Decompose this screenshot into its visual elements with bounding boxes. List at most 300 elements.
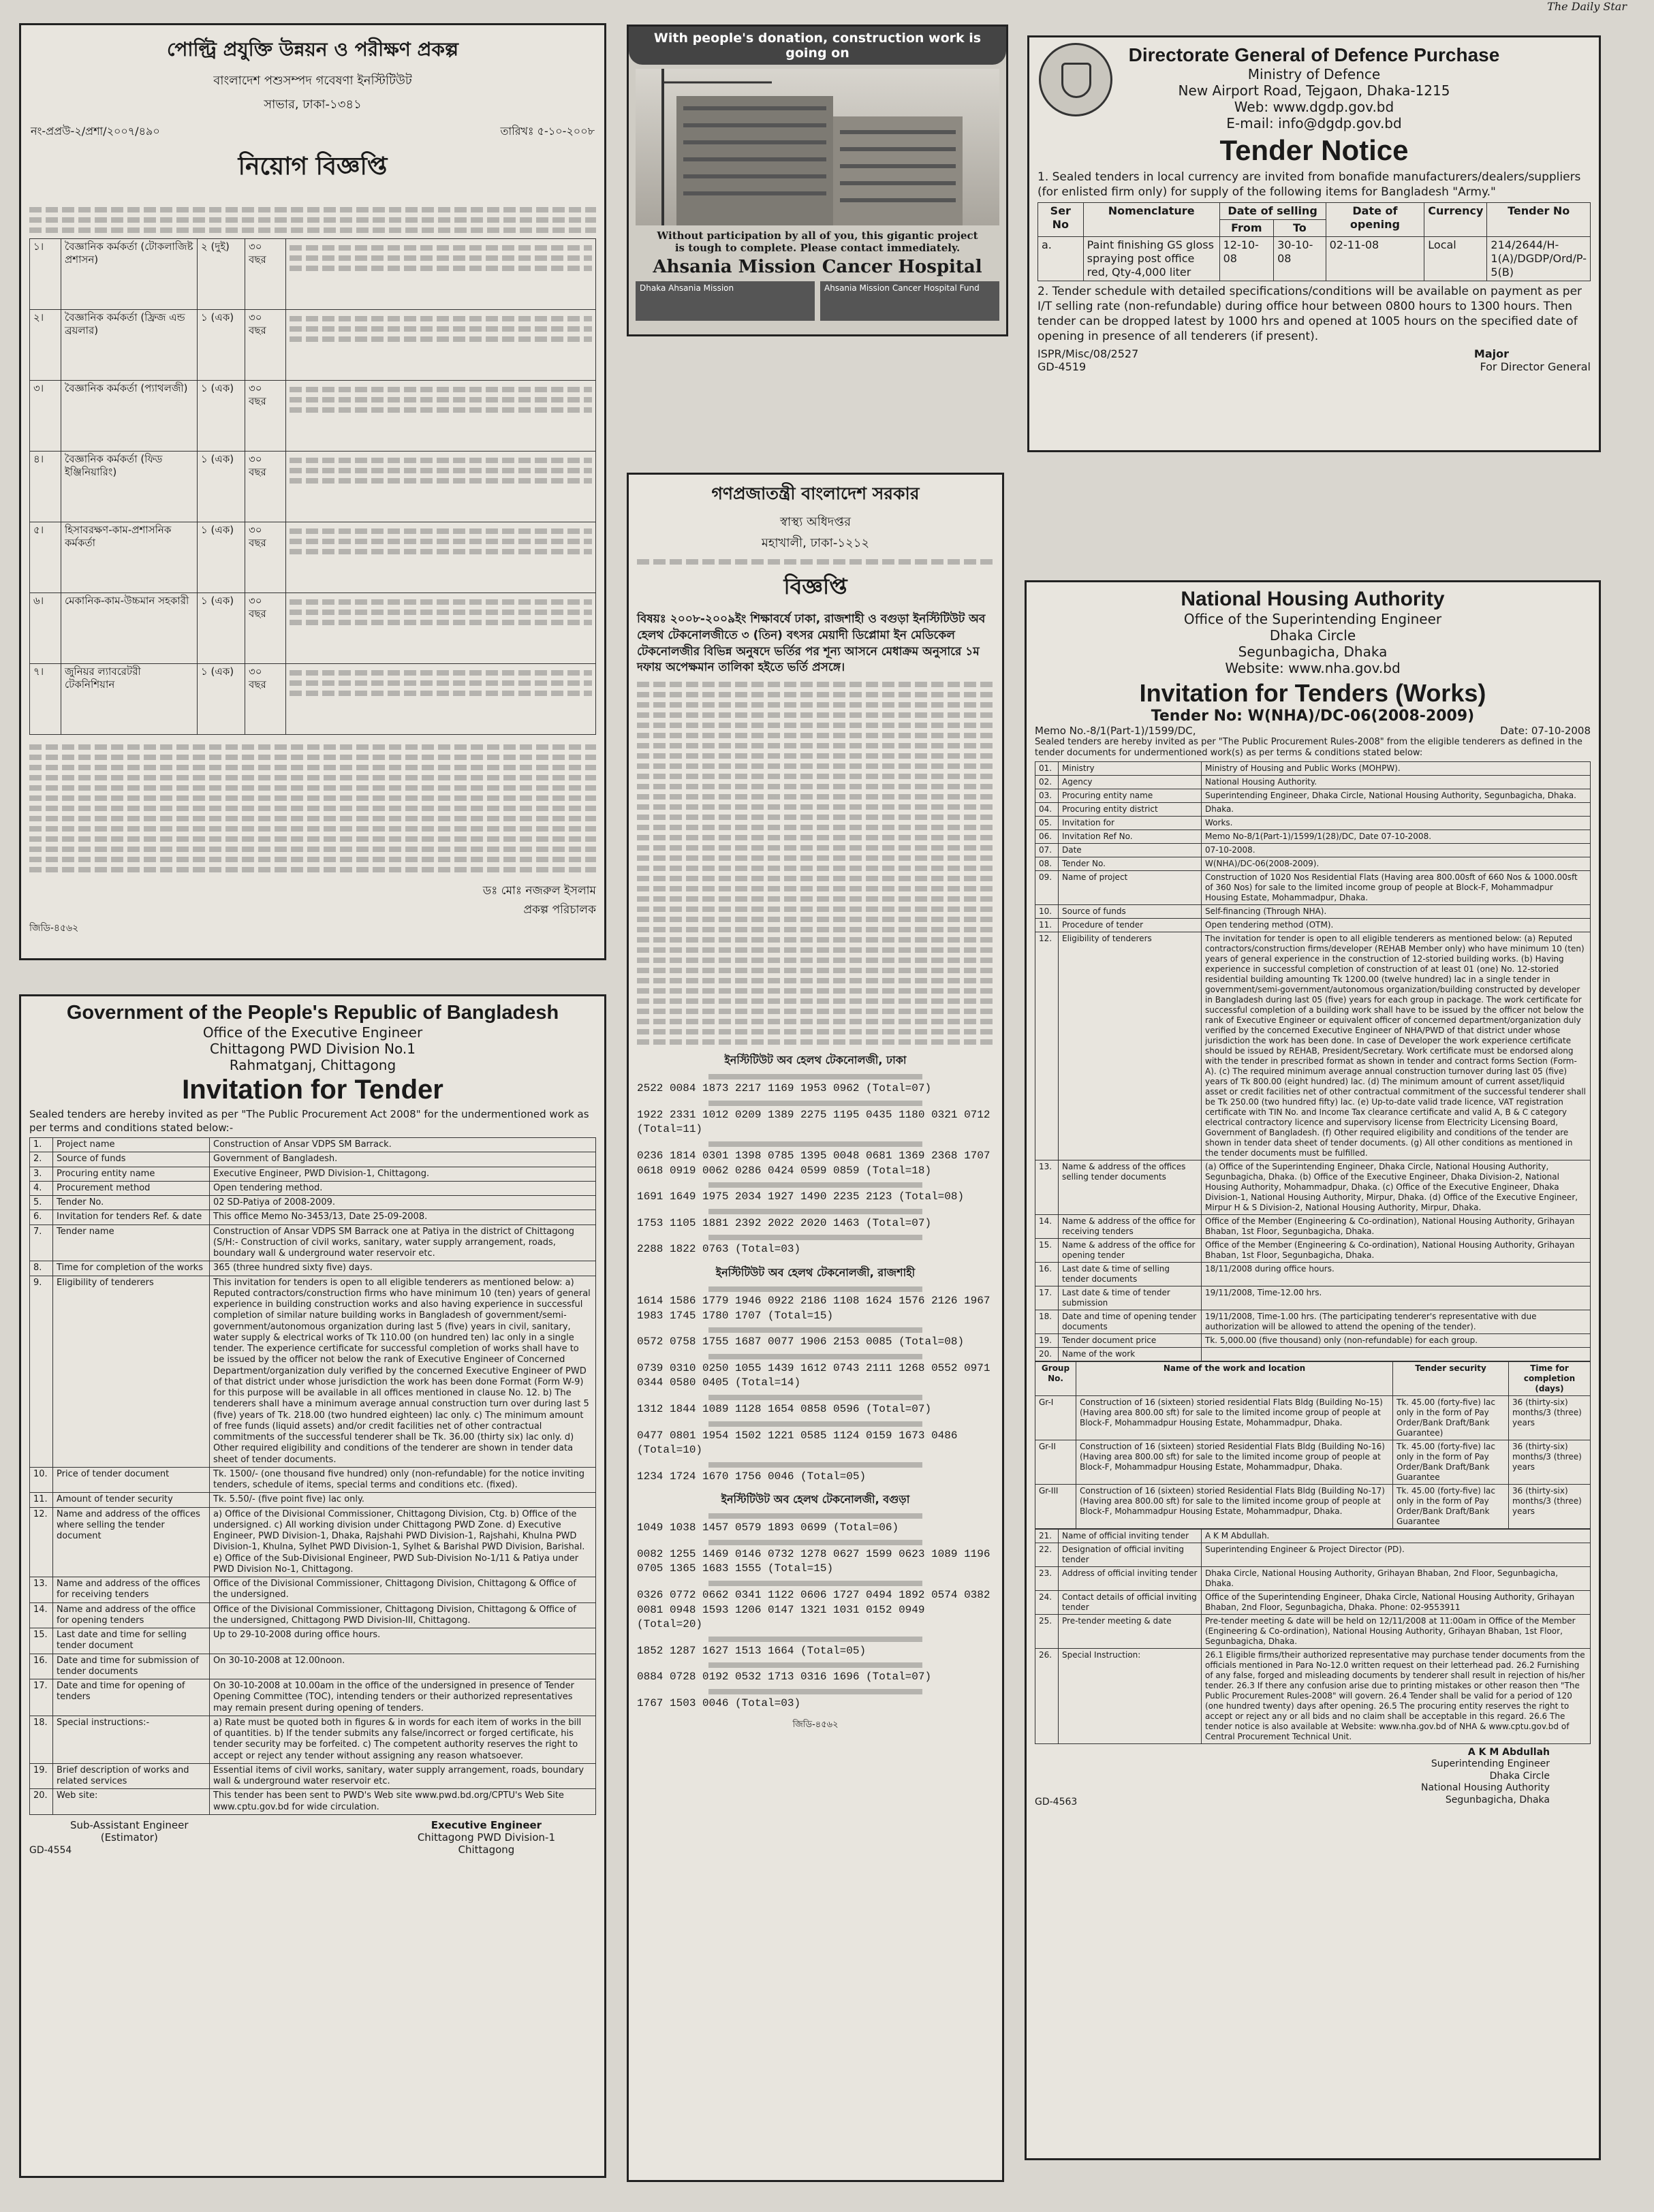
cell-value: Construction of Ansar VDPS SM Barrack one at Patiya in the district of Chittagong (S/H:- Construction of civil works, sanitary, water supply arrangement, roads, boundary wall & underground water reservoir etc. [210, 1224, 596, 1261]
table-row [1035, 1543, 1591, 1566]
cell-label: Date and time of opening tender documents [1059, 1310, 1202, 1333]
table-row [30, 1679, 596, 1716]
cell-serial: 7. [30, 1224, 53, 1261]
table-row [1035, 775, 1591, 789]
cell-value: 19/11/2008, Time-1.00 hrs. (The participating tenderer's representative with due authorization will be allowed to attend the opening of the tender). [1202, 1310, 1591, 1333]
ad-heading: বিজ্ঞপ্তি [783, 573, 847, 599]
list-item [637, 1074, 994, 1096]
list-item [637, 1689, 994, 1711]
table-row [1035, 789, 1591, 802]
hospital-building-image [636, 69, 999, 225]
ad-dgdp-tender [1027, 35, 1601, 452]
cell-to: 30-10-08 [1274, 237, 1326, 281]
list-item [637, 1182, 994, 1205]
group-col-header: Time for completion (days) [1509, 1361, 1591, 1395]
cell-count: ১ (এক) [198, 664, 245, 735]
ad-code: জিডি-৪৫৬২ [29, 923, 79, 934]
cell-label: Invitation Ref No. [1059, 830, 1202, 843]
cell-label: Name & address of the office for opening tender [1059, 1238, 1202, 1262]
cell-qualification [286, 593, 596, 664]
table-row [30, 381, 596, 452]
col-to: To [1274, 220, 1326, 237]
cell-label: Procuring entity name [53, 1167, 210, 1181]
nha-intro: Sealed tenders are hereby invited as per "The Public Procurement Rules-2008" from the eligible tenderers as defined in the tender documents for undermentioned work(s) as per terms & conditions stated below: [1035, 737, 1582, 759]
notice-subject: বিষয়ঃ ২০০৮-২০০৯ইং শিক্ষাবর্ষে ঢাকা, রাজশাহী ও বগুড়া ইনস্টিটিউট অব হেলথ টেকনোলজীতে ৩ (তিন) বৎসর মেয়াদী ডিপ্লোমা ইন মেডিকেল টেকনোলজীর বিভিন্ন অনুষদে ভর্তির পর শূন্য আসনে মেধাক্রম অনুসারে ১ম দফায় অপেক্ষমান তালিকা হইতে ভর্তি প্রসঙ্গে। [637, 612, 986, 675]
table-row [30, 1789, 596, 1815]
cell-serial: 12. [1035, 932, 1059, 1160]
cell-value: On 30-10-2008 at 10.00am in the office of the undersigned in presence of Tender Opening Committee (TOC), intending tenders or their authorized representatives may remain present during opening of tenders. [210, 1679, 596, 1716]
cell-value: Construction of 1020 Nos Residential Flats (Having area 800.00sft of 660 Nos & 1000.00sft of 360 Nos) for sale to the limited income group of people at Block-F, Mohammadpur Housing Estate, Mohammadpur, Dhaka. [1202, 870, 1591, 904]
cell-count: ১ (এক) [198, 593, 245, 664]
cell-serial: 9. [30, 1276, 53, 1467]
cell-serial: 25. [1035, 1614, 1059, 1648]
cell-value: Office of the Member (Engineering & Co-ordination), National Housing Authority, Grihayan Bhaban, 1st Floor, Segunbagicha, Dhaka. [1202, 1238, 1591, 1262]
cell-serial: 16. [1035, 1262, 1059, 1286]
cell-age: ৩০ বছর [245, 239, 286, 310]
table-row [30, 1493, 596, 1507]
cell-serial: ৫। [30, 522, 61, 593]
cell-label: Name and address of the offices for receiving tenders [53, 1577, 210, 1603]
cell-value: Tk. 5.50/- (five point five) lac only. [210, 1493, 596, 1507]
cell-serial: 09. [1035, 870, 1059, 904]
cell-label: Price of tender document [53, 1467, 210, 1493]
ad-title: Government of the People's Republic of Bangladesh [66, 1002, 559, 1024]
cell-label: Name of official inviting tender [1059, 1529, 1202, 1543]
cell-work: Construction of 16 (sixteen) storied residential Flats Bldg (Building No-15) (Having area 800.00 sft) for sale to the limited income group of people at Block-F, Mohammadpur Housing Estate, Mohammadpur, Dhaka. [1076, 1395, 1393, 1440]
section-rajshahi: ইনস্টিটিউট অব হেলথ টেকনোলজী, রাজশাহী [715, 1265, 916, 1279]
sig-left-title: Sub-Assistant Engineer [70, 1818, 189, 1831]
table-row [1035, 1648, 1591, 1743]
table-row [30, 310, 596, 381]
cell-label: Special instructions:- [53, 1716, 210, 1763]
cell-value: This office Memo No-3453/13, Date 25-09-2008. [210, 1210, 596, 1224]
cell-ser: a. [1038, 237, 1084, 281]
cell-value: 26.1 Eligible firms/their authorized representative may purchase tender documents from the officials mentioned in Para No-12.0 written request on their letterhead pad. 26.2 Furnishing of any false, forged and misleading documents by tenderer shall result in rejection of his/her tender. 26.3 If there any confusion arise due to printing mistakes or other reason then "The Public Procurement Rules-2008" will govern. 26.4 Tender shall be valid for a period of 120 (one hundred twenty) days after opening. 26.5 The procuring entity reserves the right to accept or reject any or all bids and no claim shall be acceptable in this regard. 26.6 The tender notice is also available at Website: www.nha.gov.bd of NHA & www.cptu.gov.bd of Central Procurement Technical Unit. [1202, 1648, 1591, 1743]
cell-post: জুনিয়র ল্যাবরেটরী টেকনিশিয়ান [61, 664, 198, 735]
cell-value: Construction of Ansar VDPS SM Barrack. [210, 1138, 596, 1152]
cell-serial: 06. [1035, 830, 1059, 843]
list-item [637, 1421, 994, 1458]
cancer-banner: With people's donation, construction work is going on [629, 27, 1006, 65]
memo-number: Memo No.-8/1(Part-1)/1599/DC, [1035, 725, 1196, 737]
cell-value: 02 SD-Patiya of 2008-2009. [210, 1196, 596, 1210]
cell-value: Self-financing (Through NHA). [1202, 904, 1591, 918]
list-faculty-line [708, 1540, 922, 1545]
cell-count: ১ (এক) [198, 522, 245, 593]
cell-serial: 13. [30, 1577, 53, 1603]
ad-place: মহাখালী, ঢাকা-১২১২ [761, 536, 870, 550]
cell-serial: ১। [30, 239, 61, 310]
table-row [1035, 1333, 1591, 1347]
table-row [30, 239, 596, 310]
cell-value: Office of the Divisional Commissioner, Chittagong Division, Chittagong & Office of the undersigned. [210, 1577, 596, 1603]
dgdp-web: Web: www.dgdp.gov.bd [1234, 99, 1394, 115]
cell-value: Superintending Engineer & Project Director (PD). [1202, 1543, 1591, 1566]
roll-numbers: 2522 0084 1873 2217 1169 1953 0962 (Total=07) [637, 1082, 932, 1095]
col-nomenclature: Nomenclature [1083, 203, 1219, 237]
ad-title: গণপ্রজাতন্ত্রী বাংলাদেশ সরকার [711, 484, 920, 503]
cell-age: ৩০ বছর [245, 593, 286, 664]
cell-serial: 23. [1035, 1566, 1059, 1590]
cell-label: Pre-tender meeting & date [1059, 1614, 1202, 1648]
cell-serial: 26. [1035, 1648, 1059, 1743]
ad-nha-tender [1025, 580, 1601, 2160]
cell-serial: 18. [1035, 1310, 1059, 1333]
cell-serial: 3. [30, 1167, 53, 1181]
cell-value: Ministry of Housing and Public Works (MOHPW). [1202, 761, 1591, 775]
cell-post: বৈজ্ঞানিক কর্মকর্তা (টোকলাজিষ্ট প্রশাসন) [61, 239, 198, 310]
dgdp-ministry: Ministry of Defence [1247, 66, 1381, 82]
cell-serial: 02. [1035, 775, 1059, 789]
cell-label: Agency [1059, 775, 1202, 789]
cell-serial: 15. [30, 1628, 53, 1654]
list-faculty-line [708, 1235, 922, 1240]
cell-completion: 36 (thirty-six) months/3 (three) years [1509, 1395, 1591, 1440]
list-item [637, 1209, 994, 1231]
ref-number: নং-প্রপ্রউ-২/প্রশা/২০০৭/৪৯০ [31, 125, 160, 138]
cell-serial: 24. [1035, 1590, 1059, 1614]
nha-location: Segunbagicha, Dhaka [1238, 644, 1388, 660]
section-bogura: ইনস্টিটিউট অব হেলথ টেকনোলজী, বগুড়া [721, 1493, 910, 1506]
table-row [1035, 1566, 1591, 1590]
cell-serial: 8. [30, 1261, 53, 1276]
table-row [1035, 802, 1591, 816]
cell-work: Construction of 16 (sixteen) storied Residential Flats Bldg (Building No-16) (Having area 800.00 sft) for sale to the limited income group of people at Block-F, Mohammadpur Housing Estate, Mohammadpur, Dhaka. [1076, 1440, 1393, 1484]
cell-label: Date and time for opening of tenders [53, 1679, 210, 1716]
cell-label: Contact details of official inviting tender [1059, 1590, 1202, 1614]
cell-qualification [286, 522, 596, 593]
roll-numbers: 0236 1814 0301 1398 0785 1395 0048 0681 1369 2368 1707 0618 0919 0062 0286 0424 0599 0859 (Total=18) [637, 1149, 990, 1177]
sig-right-title: Executive Engineer [431, 1818, 542, 1831]
cell-label: Last date & time of selling tender documents [1059, 1262, 1202, 1286]
cell-item: Paint finishing GS gloss spraying post office red, Qty-4,000 liter [1083, 237, 1219, 281]
group-col-header: Name of the work and location [1076, 1361, 1393, 1395]
table-row [30, 1167, 596, 1181]
cell-serial: 07. [1035, 843, 1059, 857]
nha-office: Office of the Superintending Engineer [1183, 611, 1442, 627]
cell-serial: 16. [30, 1654, 53, 1679]
dgdp-para-2: 2. Tender schedule with detailed specifications/conditions will be available on payment as per I/T selling rate (non-refundable) during office hour between 0800 hours to 1300 hours. Then tender can be dropped latest by 1000 hrs and opened at 1005 hours on the specified date of opening in presence of all tenderers (if present). [1037, 285, 1582, 344]
cell-serial: 1. [30, 1138, 53, 1152]
col-ser: Ser No [1038, 203, 1084, 237]
list-faculty-line [708, 1662, 922, 1668]
table-row [1035, 1286, 1591, 1310]
list-item [637, 1581, 994, 1632]
ad-org: বাংলাদেশ পশুসম্পদ গবেষণা ইনস্টিটিউট [213, 74, 412, 88]
cell-value: 07-10-2008. [1202, 843, 1591, 857]
table-row [1035, 1310, 1591, 1333]
cell-label: Web site: [53, 1789, 210, 1815]
cell-value: W(NHA)/DC-06(2008-2009). [1202, 857, 1591, 870]
cell-serial: 17. [30, 1679, 53, 1716]
cell-serial: 11. [1035, 918, 1059, 932]
cell-age: ৩০ বছর [245, 664, 286, 735]
cell-age: ৩০ বছর [245, 452, 286, 522]
cell-label: Special Instruction: [1059, 1648, 1202, 1743]
cell-value: (a) Office of the Superintending Engineer, Dhaka Circle, National Housing Authority, Segunbagicha, Dhaka. (b) Office of the Executive Engineer, Dhaka Division-2, National Housing Authority, Mohammadpur, Dhaka. (c) Office of the Executive Engineer, Dhaka Division-1, National Housing Authority, Mirpur, Dhaka. (d) Office of the Executive Engineer, Mirpur H & S Division-2, National Housing Authority, Mirpur, Dhaka. [1202, 1160, 1591, 1214]
cell-label: Eligibility of tenderers [1059, 932, 1202, 1160]
list-faculty-line [708, 1581, 922, 1586]
vacancy-table [29, 238, 596, 735]
cell-value: Government of Bangladesh. [210, 1152, 596, 1167]
cell-opening: 02-11-08 [1326, 237, 1424, 281]
list-faculty-line [708, 1513, 922, 1519]
cell-value: This invitation for tenders is open to all eligible tenderers as mentioned below: a) Reputed contractors/construction firms who have minimum 10 (ten) years of general experience in building construction works and also having experience in successful completion of similar nature building works in Bangladesh of government/semi-government/autonomous organization during last 5 (five) years in civil, sanitary, water supply & electrical works of Tk 110.00 (on hundred ten) lac only in a single tender. The experience certificate for successful completion of works shall have to be issued by the officer not below the rank of Executive Engineer of Concerned Department/organization duly verified by the concerned Executive Engineer of PWD of that district under whose jurisdiction the work has been done Format (Form W-9) for this purpose will be available in all offices mentioned in clause No. 12. b) The tenderers shall have a minimum average annual construction turn over during last 5 (five) years of Tk. 218.00 (two hundred eighteen) lac only. c) The minimum amount of free funds (liquid assets) and/or credit facilities net of other contractual commitments of the successful tenderer shall be Tk. 36.00 (thirty six) lac only. d) Other required eligibility and conditions of the tenderer are shown in tender data sheet of tender documents. [210, 1276, 596, 1467]
table-row [1035, 1262, 1591, 1286]
cell-serial: 21. [1035, 1529, 1059, 1543]
ad-code: GD-4563 [1035, 1797, 1078, 1807]
cell-age: ৩০ বছর [245, 381, 286, 452]
cell-serial: 5. [30, 1196, 53, 1210]
table-row [30, 452, 596, 522]
cell-group: Gr-I [1035, 1395, 1076, 1440]
col-tender-no: Tender No [1487, 203, 1591, 237]
cell-value [1202, 1347, 1591, 1361]
sig-title: Superintending Engineer [1431, 1758, 1550, 1769]
cell-label: Invitation for tenders Ref. & date [53, 1210, 210, 1224]
table-row [30, 1654, 596, 1679]
nha-table [1035, 761, 1591, 1361]
list-faculty-line [708, 1395, 922, 1400]
list-item [637, 1637, 994, 1659]
sig-right-place: Chittagong [458, 1843, 515, 1856]
cell-label: Tender name [53, 1224, 210, 1261]
list-faculty-line [708, 1354, 922, 1359]
cell-value: Dhaka. [1202, 802, 1591, 816]
table-row [30, 1716, 596, 1763]
sig-right-division: Chittagong PWD Division-1 [417, 1831, 555, 1844]
table-row [1035, 830, 1591, 843]
cell-value: Office of the Divisional Commissioner, Chittagong Division, Chittagong & Office of the undersigned, Chittagong PWD Division-III, Chittagong. [210, 1602, 596, 1628]
cell-serial: 15. [1035, 1238, 1059, 1262]
cell-serial: 6. [30, 1210, 53, 1224]
nha-table-2 [1035, 1529, 1591, 1744]
sig-name: A K M Abdullah [1467, 1746, 1550, 1758]
ad-code: GD-4554 [29, 1844, 72, 1856]
list-faculty-line [708, 1462, 922, 1468]
cell-value: National Housing Authority. [1202, 775, 1591, 789]
signatory-name: ডঃ মোঃ নজরুল ইসলাম [482, 884, 596, 898]
ad-poultry-recruitment [19, 23, 606, 960]
cell-label: Name and address of the offices where selling the tender document [53, 1507, 210, 1577]
cell-count: ১ (এক) [198, 381, 245, 452]
cell-label: Brief description of works and related services [53, 1763, 210, 1789]
list-item [637, 1540, 994, 1577]
list-item [637, 1513, 994, 1536]
ad-code: জিডি-৪৫৬২ [792, 1719, 839, 1730]
table-row [30, 1210, 596, 1224]
cell-qualification [286, 310, 596, 381]
cell-value: Office of the Superintending Engineer, Dhaka Circle, National Housing Authority, Grihayan Bhaban, 2nd Floor, Segunbagicha, Dhaka. Phone: 02-9553911 [1202, 1590, 1591, 1614]
cell-label: Designation of official inviting tender [1059, 1543, 1202, 1566]
dgdp-emblem-icon [1039, 43, 1112, 116]
list-faculty-line [708, 1637, 922, 1642]
cell-value: Essential items of civil works, sanitary, water supply arrangement, roads, boundary wall & underground water reservoir etc. [210, 1763, 596, 1789]
list-item [637, 1141, 994, 1178]
cell-value: Tk. 5,000.00 (five thousand) only (non-refundable) for each group. [1202, 1333, 1591, 1347]
ad-pwd-tender [19, 994, 606, 2178]
cell-serial: 01. [1035, 761, 1059, 775]
roll-numbers: 0739 0310 0250 1055 1439 1612 0743 2111 1268 0552 0971 0344 0580 0405 (Total=14) [637, 1361, 990, 1389]
table-row [1035, 1590, 1591, 1614]
roll-numbers: 0572 0758 1755 1687 0077 1906 2153 0085 (Total=08) [637, 1336, 965, 1348]
cell-tender-no: 214/2644/H-1(A)/DGDP/Ord/P-5(B) [1487, 237, 1591, 281]
ad-code: GD-4519 [1037, 360, 1087, 373]
cell-label: Amount of tender security [53, 1493, 210, 1507]
ad-heading: Invitation for Tenders (Works) [1139, 679, 1486, 707]
cell-count: ১ (এক) [198, 452, 245, 522]
table-row [30, 1763, 596, 1789]
table-row [1035, 932, 1591, 1160]
table-row [1035, 1440, 1591, 1484]
list-faculty-line [708, 1327, 922, 1333]
list-item [637, 1235, 994, 1257]
cell-label: Date [1059, 843, 1202, 857]
ad-heading: Tender Notice [1219, 134, 1409, 166]
table-row [1035, 1347, 1591, 1361]
ad-title: Directorate General of Defence Purchase [1128, 44, 1500, 65]
list-item [637, 1286, 994, 1323]
roll-numbers: 1852 1287 1627 1513 1664 (Total=05) [637, 1644, 867, 1657]
nha-groups-table [1035, 1361, 1591, 1529]
table-row [30, 1261, 596, 1276]
cell-serial: 18. [30, 1716, 53, 1763]
cancer-caption: Without participation by all of you, this gigantic project is tough to complete. Please contact immediately. [657, 230, 978, 254]
cell-label: Ministry [1059, 761, 1202, 775]
list-faculty-line [708, 1141, 922, 1147]
list-faculty-line [708, 1286, 922, 1292]
cell-label: Tender document price [1059, 1333, 1202, 1347]
table-row [1035, 1529, 1591, 1543]
cell-post: মেকানিক-কাম-উচ্চমান সহকারী [61, 593, 198, 664]
pwd-office: Office of the Executive Engineer [202, 1024, 423, 1041]
nha-web: Website: www.nha.gov.bd [1225, 660, 1401, 676]
roll-numbers: 1691 1649 1975 2034 1927 1490 2235 2123 (Total=08) [637, 1190, 965, 1203]
cell-value: This tender has been sent to PWD's Web site www.pwd.bd.org/CPTU's Web Site www.cptu.gov.bd for wide circulation. [210, 1789, 596, 1815]
cell-label: Source of funds [1059, 904, 1202, 918]
roll-numbers: 0326 0772 0662 0341 1122 0606 1727 0494 1892 0574 0382 0081 0948 1593 1206 0147 1321 1031 0152 0949 (Total=20) [637, 1589, 990, 1631]
ad-place: সাভার, ঢাকা-১৩৪১ [264, 97, 362, 112]
cell-serial: 22. [1035, 1543, 1059, 1566]
cell-value: On 30-10-2008 at 12.00noon. [210, 1654, 596, 1679]
table-row [30, 1181, 596, 1195]
cell-count: ১ (এক) [198, 310, 245, 381]
list-item [637, 1395, 994, 1417]
cell-value: Memo No-8/1(Part-1)/1599/1(28)/DC, Date 07-10-2008. [1202, 830, 1591, 843]
ispr-ref: ISPR/Misc/08/2527 [1037, 347, 1139, 360]
cell-serial: ৭। [30, 664, 61, 735]
cell-work: Construction of 16 (sixteen) storied Residential Flats Bldg (Building No-17) (Having area 800.00 sft) for sale to the limited income group of people at Block-F, Mohammadpur Housing Estate, Mohammadpur, Dhaka. [1076, 1484, 1393, 1528]
ad-sub: স্বাস্থ্য অধিদপ্তর [779, 515, 851, 529]
col-currency: Currency [1424, 203, 1487, 237]
table-row [30, 1196, 596, 1210]
sig-place: Segunbagicha, Dhaka [1445, 1794, 1550, 1805]
cell-security: Tk. 45.00 (forty-five) lac only in the form of Pay Order/Bank Draft/Bank Guarantee [1393, 1440, 1509, 1484]
cell-label: Procurement method [53, 1181, 210, 1195]
cell-value: Works. [1202, 816, 1591, 830]
cell-serial: 03. [1035, 789, 1059, 802]
table-row [1035, 816, 1591, 830]
cell-value: Office of the Member (Engineering & Co-ordination), National Housing Authority, Grihayan Bhaban, 1st Floor, Segunbagicha, Dhaka. [1202, 1214, 1591, 1238]
cell-serial: 14. [1035, 1214, 1059, 1238]
signatory-role: প্রকল্প পরিচালক [523, 903, 596, 917]
notice-date: তারিখঃ ৫-১০-২০০৮ [500, 125, 595, 138]
cell-label: Name & address of the office for receiving tenders [1059, 1214, 1202, 1238]
table-row [30, 1138, 596, 1152]
cell-label: Procuring entity name [1059, 789, 1202, 802]
cell-post: হিসাবরক্ষণ-কাম-প্রশাসনিক কর্মকর্তা [61, 522, 198, 593]
cell-serial: 11. [30, 1493, 53, 1507]
ad-heading: Invitation for Tender [182, 1075, 443, 1105]
cell-completion: 36 (thirty-six) months/3 (three) years [1509, 1440, 1591, 1484]
table-row [30, 1507, 596, 1577]
table-row [1035, 843, 1591, 857]
cell-age: ৩০ বছর [245, 522, 286, 593]
list-item [637, 1662, 994, 1685]
cell-currency: Local [1424, 237, 1487, 281]
cell-value: Open tendering method (OTM). [1202, 918, 1591, 932]
list-item [637, 1327, 994, 1350]
cell-serial: ৬। [30, 593, 61, 664]
cell-label: Time for completion of the works [53, 1261, 210, 1276]
footer-left: Dhaka Ahsania Mission [636, 281, 815, 321]
list-faculty-line [708, 1209, 922, 1214]
roll-numbers: 1767 1503 0046 (Total=03) [637, 1697, 801, 1710]
dgdp-para-1: 1. Sealed tenders in local currency are invited from bonafide manufacturers/dealers/suppliers (for enlisted firm only) for supply of the following items for Bangladesh "Army." [1037, 170, 1581, 200]
roll-numbers: 1234 1724 1670 1756 0046 (Total=05) [637, 1470, 867, 1483]
list-faculty-line [708, 1101, 922, 1106]
list-faculty-line [708, 1421, 922, 1427]
table-row [30, 1152, 596, 1167]
table-row [30, 522, 596, 593]
table-row [1035, 1395, 1591, 1440]
cell-value: Executive Engineer, PWD Division-1, Chittagong. [210, 1167, 596, 1181]
roll-numbers: 1753 1105 1881 2392 2022 2020 1463 (Total=07) [637, 1216, 932, 1229]
cell-label: Name & address of the offices selling tender documents [1059, 1160, 1202, 1214]
nha-circle: Dhaka Circle [1269, 627, 1356, 644]
col-from: From [1219, 220, 1273, 237]
cell-label: Procedure of tender [1059, 918, 1202, 932]
table-row [1035, 1214, 1591, 1238]
cell-label: Tender No. [53, 1196, 210, 1210]
cell-value: Dhaka Circle, National Housing Authority, Grihayan Bhaban, 2nd Floor, Segunbagicha, Dhaka. [1202, 1566, 1591, 1590]
cell-serial: 20. [1035, 1347, 1059, 1361]
cell-label: Procuring entity district [1059, 802, 1202, 816]
cell-value: Up to 29-10-2008 during office hours. [210, 1628, 596, 1654]
cell-serial: 04. [1035, 802, 1059, 816]
cell-qualification [286, 664, 596, 735]
table-row [1035, 761, 1591, 775]
footer-right: Ahsania Mission Cancer Hospital Fund [820, 281, 999, 321]
cell-group: Gr-II [1035, 1440, 1076, 1484]
sig-org: National Housing Authority [1421, 1782, 1550, 1793]
cell-serial: 05. [1035, 816, 1059, 830]
table-row [1035, 1614, 1591, 1648]
col-date-selling: Date of selling [1219, 203, 1326, 220]
cell-serial: 19. [1035, 1333, 1059, 1347]
sig-rank: Major [1473, 347, 1509, 360]
memo-date: Date: 07-10-2008 [1500, 725, 1591, 737]
table-row [1035, 904, 1591, 918]
list-item [637, 1101, 994, 1137]
cell-serial: ৩। [30, 381, 61, 452]
cell-security: Tk. 45.00 (forty-five) lac only in the form of Pay Order/Bank Draft/Bank Guarantee) [1393, 1395, 1509, 1440]
cell-count: ২ (দুই) [198, 239, 245, 310]
table-row [1035, 1484, 1591, 1528]
sig-left-role: (Estimator) [100, 1831, 158, 1844]
cell-serial: 14. [30, 1602, 53, 1628]
cell-value: Pre-tender meeting & date will be held on 12/11/2008 at 11:00am in Office of the Member (Engineering & Co-ordination), National Housing Authority, Grihayan Bhaban, 1st Floor, Segunbagicha, Dhaka. [1202, 1614, 1591, 1648]
